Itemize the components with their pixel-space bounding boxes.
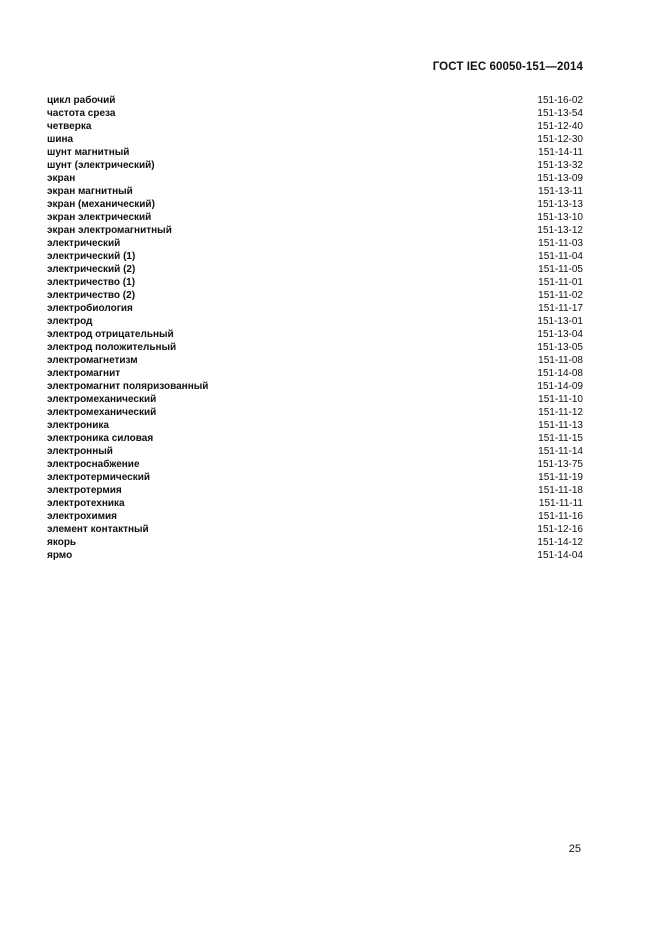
index-term: экран магнитный xyxy=(47,186,133,197)
index-entry xyxy=(47,315,583,328)
index-term: электроника силовая xyxy=(47,433,154,444)
index-term: электрод отрицательный xyxy=(47,329,174,340)
index-entry xyxy=(47,94,583,107)
index-term: электромагнит поляризованный xyxy=(47,381,209,392)
index-term: частота среза xyxy=(47,108,116,119)
index-term: электрический (2) xyxy=(47,264,136,275)
index-code: 151-14-04 xyxy=(537,550,583,561)
index-code: 151-13-01 xyxy=(537,316,583,327)
index-code: 151-11-12 xyxy=(538,407,583,418)
index-entry xyxy=(47,120,583,133)
index-code: 151-11-08 xyxy=(538,355,583,366)
index-code: 151-11-15 xyxy=(538,433,583,444)
index-code: 151-11-04 xyxy=(538,251,583,262)
index-term: электроснабжение xyxy=(47,459,140,470)
index-term: электромагнит xyxy=(47,368,121,379)
index-entry xyxy=(47,302,583,315)
index-code: 151-11-17 xyxy=(538,303,583,314)
index-entry xyxy=(47,510,583,523)
index-entry xyxy=(47,523,583,536)
index-code: 151-11-05 xyxy=(538,264,583,275)
index-code: 151-11-13 xyxy=(538,420,583,431)
index-code: 151-14-12 xyxy=(537,537,583,548)
index-entry xyxy=(47,419,583,432)
index-term: экран xyxy=(47,173,76,184)
index-code: 151-13-12 xyxy=(537,225,583,236)
index-term: экран электрический xyxy=(47,212,152,223)
index-entry xyxy=(47,380,583,393)
index-term: электричество (1) xyxy=(47,277,136,288)
index-entry xyxy=(47,133,583,146)
index-term: электрический xyxy=(47,238,121,249)
index-term: экран электромагнитный xyxy=(47,225,172,236)
index-entry xyxy=(47,328,583,341)
index-term: ярмо xyxy=(47,550,73,561)
index-code: 151-13-75 xyxy=(537,459,583,470)
index-code: 151-16-02 xyxy=(537,95,583,106)
index-entry xyxy=(47,432,583,445)
index-term: электрический (1) xyxy=(47,251,136,262)
index-term: четверка xyxy=(47,121,92,132)
index-code: 151-13-11 xyxy=(538,186,583,197)
index-code: 151-11-10 xyxy=(538,394,583,405)
index-entry xyxy=(47,276,583,289)
term-index-list xyxy=(47,94,583,562)
index-entry xyxy=(47,250,583,263)
index-term: электромагнетизм xyxy=(47,355,138,366)
index-term: электромеханический xyxy=(47,394,157,405)
index-code: 151-12-16 xyxy=(537,524,583,535)
index-term: электротермия xyxy=(47,485,122,496)
index-term: электрохимия xyxy=(47,511,118,522)
index-code: 151-11-02 xyxy=(538,290,583,301)
index-entry xyxy=(47,393,583,406)
index-code: 151-11-16 xyxy=(538,511,583,522)
index-entry xyxy=(47,354,583,367)
index-entry xyxy=(47,224,583,237)
index-entry xyxy=(47,484,583,497)
index-code: 151-13-09 xyxy=(537,173,583,184)
index-term: электрод положительный xyxy=(47,342,177,353)
index-code: 151-13-04 xyxy=(537,329,583,340)
index-entry xyxy=(47,107,583,120)
index-entry xyxy=(47,341,583,354)
index-entry xyxy=(47,406,583,419)
index-code: 151-11-19 xyxy=(538,472,583,483)
index-term: электробиология xyxy=(47,303,133,314)
index-entry xyxy=(47,159,583,172)
index-code: 151-13-32 xyxy=(537,160,583,171)
index-code: 151-13-10 xyxy=(537,212,583,223)
index-term: электрод xyxy=(47,316,93,327)
index-entry xyxy=(47,497,583,510)
index-entry xyxy=(47,549,583,562)
index-entry xyxy=(47,471,583,484)
index-entry xyxy=(47,172,583,185)
index-code: 151-13-54 xyxy=(537,108,583,119)
index-code: 151-13-13 xyxy=(537,199,583,210)
index-entry xyxy=(47,289,583,302)
index-term: шунт магнитный xyxy=(47,147,130,158)
index-code: 151-14-11 xyxy=(538,147,583,158)
index-code: 151-14-09 xyxy=(537,381,583,392)
index-term: электричество (2) xyxy=(47,290,136,301)
index-code: 151-13-05 xyxy=(537,342,583,353)
index-code: 151-11-18 xyxy=(538,485,583,496)
index-code: 151-11-01 xyxy=(538,277,583,288)
index-entry xyxy=(47,458,583,471)
index-entry xyxy=(47,146,583,159)
index-entry xyxy=(47,237,583,250)
document-header: ГОСТ IEC 60050-151—2014 xyxy=(432,61,583,73)
index-code: 151-11-14 xyxy=(538,446,583,457)
index-entry xyxy=(47,211,583,224)
index-term: якорь xyxy=(47,537,77,548)
index-entry xyxy=(47,198,583,211)
index-entry xyxy=(47,445,583,458)
index-term: элемент контактный xyxy=(47,524,149,535)
index-entry xyxy=(47,263,583,276)
index-term: электроника xyxy=(47,420,109,431)
index-code: 151-11-11 xyxy=(538,498,583,509)
index-code: 151-14-08 xyxy=(537,368,583,379)
index-code: 151-11-03 xyxy=(538,238,583,249)
index-term: экран (механический) xyxy=(47,199,155,210)
index-entry xyxy=(47,536,583,549)
index-term: электротермический xyxy=(47,472,151,483)
page-number: 25 xyxy=(568,843,581,855)
index-entry xyxy=(47,185,583,198)
index-code: 151-12-40 xyxy=(537,121,583,132)
index-term: цикл рабочий xyxy=(47,95,116,106)
index-entry xyxy=(47,367,583,380)
index-code: 151-12-30 xyxy=(537,134,583,145)
index-term: электромеханический xyxy=(47,407,157,418)
index-term: шунт (электрический) xyxy=(47,160,155,171)
index-term: электротехника xyxy=(47,498,125,509)
index-term: шина xyxy=(47,134,74,145)
index-term: электронный xyxy=(47,446,113,457)
